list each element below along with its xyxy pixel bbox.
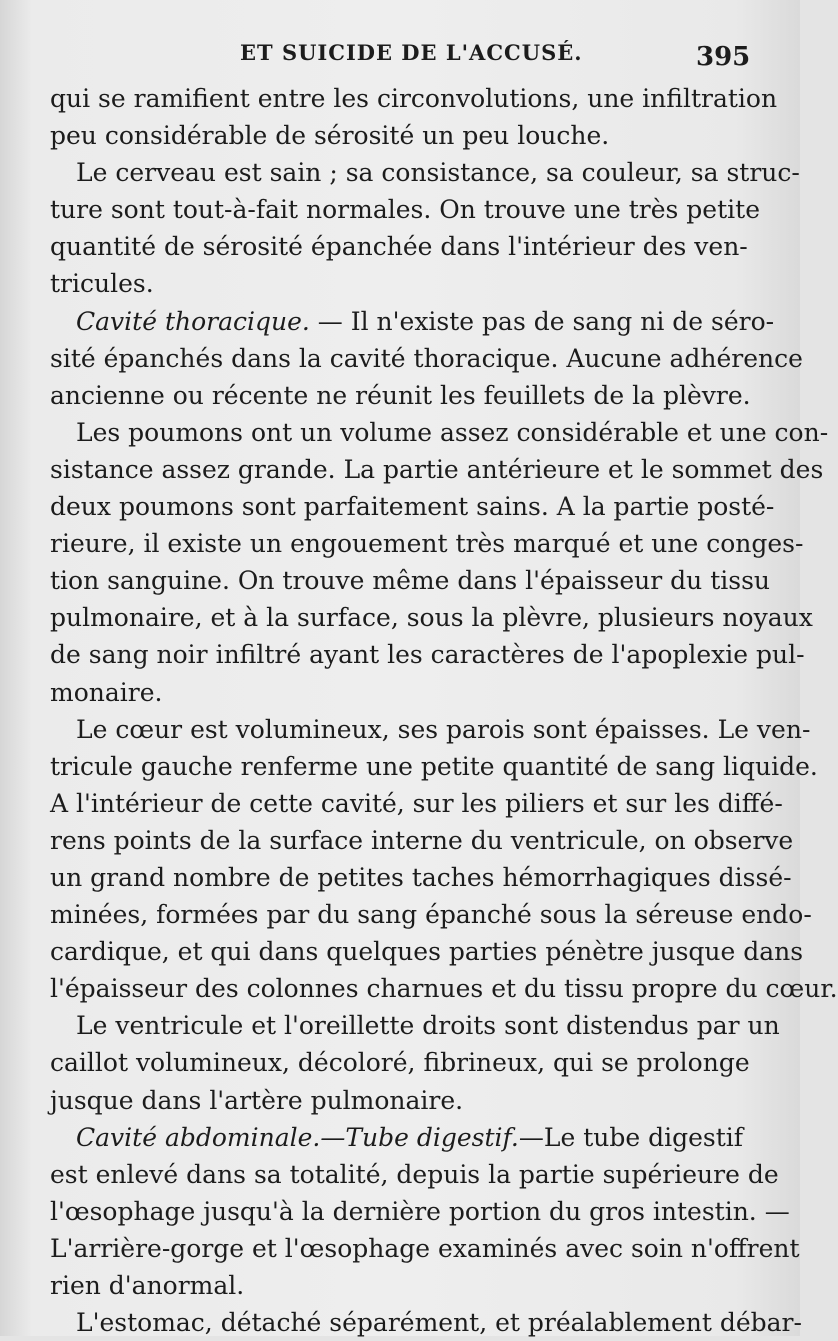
line-text: est enlevé dans sa totalité, depuis la partie supérieure de — [50, 1159, 779, 1189]
text-line — [50, 488, 775, 525]
line-text: L'arrière-gorge et l'œsophage examinés avec soin n'offrent — [50, 1233, 800, 1263]
page-number: 395 — [696, 42, 751, 72]
line-text: sité épanchés dans la cavité thoracique. Aucune adhérence — [50, 343, 803, 373]
line-text: l'épaisseur des colonnes charnues et du tissu propre du cœur. — [50, 974, 838, 1004]
text-line — [50, 1082, 740, 1119]
line-text: Les poumons ont un volume assez considérable et une con- — [76, 417, 829, 447]
text-line — [50, 636, 805, 673]
text-line — [50, 1119, 744, 1156]
text-line — [50, 896, 812, 933]
line-text: sistance assez grande. La partie antérieure et le sommet des — [50, 454, 824, 484]
line-text: minées, formées par du sang épanché sous la séreuse endo- — [50, 900, 812, 930]
text-line — [50, 154, 800, 191]
text-line — [50, 599, 813, 636]
text-line — [50, 525, 804, 562]
section-heading: Cavité abdominale.—Tube digestif. — [76, 1122, 519, 1152]
line-text: l'œsophage jusqu'à la dernière portion du gros intestin. — — [50, 1196, 790, 1226]
line-text: cardique, et qui dans quelques parties pénètre jusque dans — [50, 937, 804, 967]
text-line — [50, 785, 783, 822]
text-line — [50, 748, 818, 785]
text-line — [50, 859, 792, 896]
text-line — [50, 1007, 780, 1044]
text-line — [50, 1044, 750, 1081]
text-line — [50, 303, 775, 340]
text-line — [50, 265, 740, 302]
line-text: jusque dans l'artère pulmonaire. — [50, 1085, 464, 1115]
line-text: tion sanguine. On trouve même dans l'épaisseur du tissu — [50, 566, 771, 596]
text-line — [50, 1304, 802, 1341]
text-line — [50, 562, 771, 599]
line-text: rens points de la surface interne du ventricule, on observe — [50, 825, 794, 855]
section-heading: Cavité thoracique. — [76, 306, 310, 336]
text-line — [50, 1230, 800, 1267]
line-text: un grand nombre de petites taches hémorrhagiques dissé- — [50, 862, 792, 892]
line-text: L'estomac, détaché séparément, et préalablement débar- — [76, 1308, 802, 1338]
line-text: rieure, il existe un engouement très marqué et une conges- — [50, 529, 804, 559]
text-line — [50, 451, 824, 488]
line-text: caillot volumineux, décoloré, fibrineux, qui se prolonge — [50, 1048, 750, 1078]
text-line — [50, 117, 740, 154]
text-line — [50, 970, 838, 1007]
line-text: — Il n'existe pas de sang ni de séro- — [309, 306, 775, 336]
text-line — [50, 1193, 790, 1230]
line-text: —Le tube digestif — [518, 1122, 744, 1152]
line-text: rien d'anormal. — [50, 1271, 245, 1300]
text-line — [50, 933, 804, 970]
text-line — [50, 822, 794, 859]
running-head: ET SUICIDE DE L'ACCUSÉ. — [240, 40, 583, 65]
line-text: Le ventricule et l'oreillette droits sont distendus par un — [76, 1011, 780, 1041]
line-text: deux poumons sont parfaitement sains. A la partie posté- — [50, 492, 775, 522]
line-text: qui se ramifient entre les circonvolutions, une infiltration — [50, 84, 778, 113]
line-text: Le cerveau est sain ; sa consistance, sa couleur, sa struc- — [76, 158, 800, 188]
body-text — [50, 80, 838, 1341]
line-text: monaire. — [50, 677, 163, 707]
line-text: quantité de sérosité épanchée dans l'intérieur des ven- — [50, 232, 748, 262]
text-line — [50, 1156, 779, 1193]
text-line — [50, 191, 760, 228]
text-line — [50, 228, 748, 265]
text-line — [50, 1267, 740, 1304]
line-text: ancienne ou récente ne réunit les feuillets de la plèvre. — [50, 380, 751, 410]
line-text: Le cœur est volumineux, ses parois sont épaisses. Le ven- — [76, 714, 811, 744]
line-text: peu considérable de sérosité un peu louche. — [50, 121, 610, 151]
line-text: tricule gauche renferme une petite quantité de sang liquide. — [50, 751, 818, 781]
text-line — [50, 340, 803, 377]
text-line — [50, 414, 829, 451]
line-text: ture sont tout-à-fait normales. On trouve une très petite — [50, 195, 760, 225]
page-header — [0, 36, 800, 76]
text-line — [50, 674, 740, 711]
line-text: A l'intérieur de cette cavité, sur les piliers et sur les diffé- — [50, 788, 783, 818]
text-line — [50, 80, 778, 117]
line-text: tricules. — [50, 269, 154, 299]
line-text: de sang noir infiltré ayant les caractères de l'apoplexie pul- — [50, 640, 805, 670]
text-line — [50, 377, 751, 414]
line-text: pulmonaire, et à la surface, sous la plèvre, plusieurs noyaux — [50, 603, 813, 633]
text-line — [50, 711, 811, 748]
